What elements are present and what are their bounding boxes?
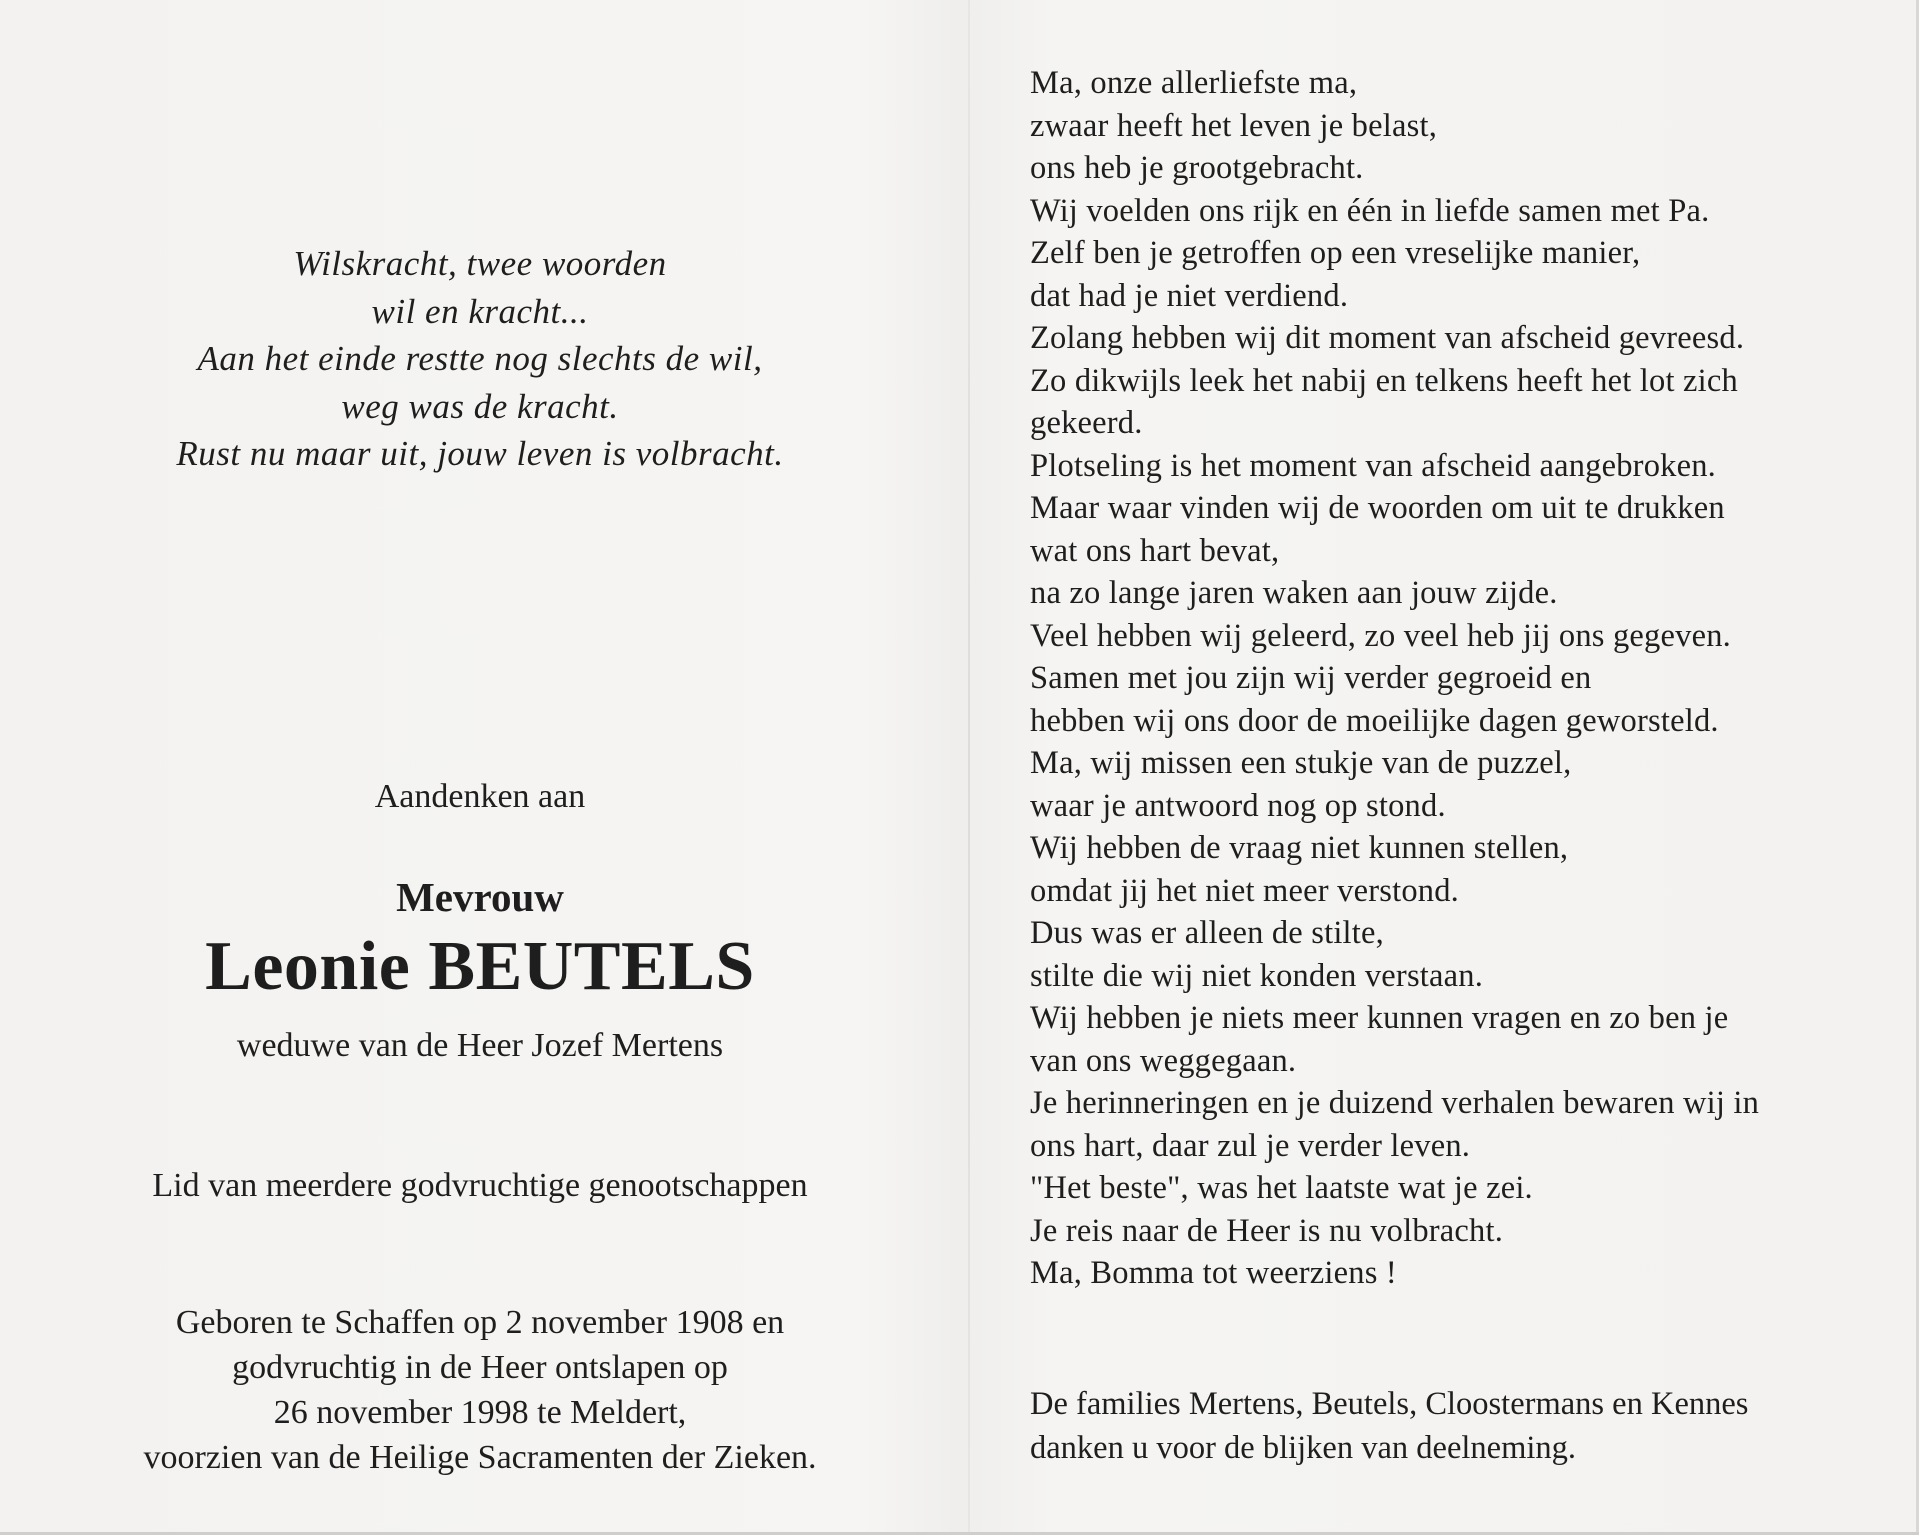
verse-line: Zolang hebben wij dit moment van afscheid gevreesd. [1030,320,1745,356]
honorific: Mevrouw [396,874,564,920]
verse-line: Ma, Bomma tot weerziens ! [1030,1255,1397,1291]
card-fold [968,0,970,1535]
verse-line: Plotseling is het moment van afscheid aangebroken. [1030,447,1717,484]
verse-line: Veel hebben wij geleerd, zo veel heb jij ons gegeven. [1030,617,1731,654]
verse-line: gekeerd. [1030,405,1143,441]
farewell-verse [1030,62,1890,1295]
verse-line: Ma, wij missen een stukje van de puzzel, [1030,745,1572,781]
membership-line: Lid van meerdere godvruchtige genootschappen [152,1167,808,1204]
family-thanks [1030,1382,1890,1470]
details-line: voorzien van de Heilige Sacramenten der Zieken. [143,1439,817,1476]
verse-line: Maar waar vinden wij de woorden om uit te drukken [1030,490,1725,526]
poem-line: Rust nu maar uit, jouw leven is volbracht. [176,434,784,473]
verse-line: van ons weggegaan. [1030,1042,1297,1079]
poem-line: Aan het einde restte nog slechts de wil, [197,339,763,378]
details-line: Geboren te Schaffen op 2 november 1908 en [175,1304,785,1341]
details-line: 26 november 1998 te Meldert, [273,1394,687,1431]
verse-line: wat ons hart bevat, [1030,532,1280,569]
poem-line: Wilskracht, twee woorden [293,244,667,283]
verse-line: dat had je niet verdiend. [1030,277,1349,314]
verse-line: Zelf ben je getroffen op een vreselijke manier, [1030,235,1641,271]
verse-line: hebben wij ons door de moeilijke dagen geworsteld. [1030,702,1719,739]
right-panel [1030,62,1890,1295]
poem-line: wil en kracht... [371,291,589,331]
verse-line: "Het beste", was het laatste wat je zei. [1030,1170,1533,1206]
memory-heading: Aandenken aan [374,778,586,815]
verse-line: na zo lange jaren waken aan jouw zijde. [1030,575,1558,611]
verse-line: zwaar heeft het leven je belast, [1030,107,1438,144]
verse-line: Wij voelden ons rijk en één in liefde samen met Pa. [1030,192,1710,229]
left-panel [80,0,880,1535]
verse-line: Je reis naar de Heer is nu volbracht. [1030,1212,1504,1249]
widow-line: weduwe van de Heer Jozef Mertens [236,1027,724,1064]
verse-line: waar je antwoord nog op stond. [1030,787,1446,824]
thanks-line: danken u voor de blijken van deelneming. [1030,1430,1577,1466]
deceased-name: Leonie BEUTELS [205,928,755,1005]
verse-line: omdat jij het niet meer verstond. [1030,872,1459,909]
verse-line: Ma, onze allerliefste ma, [1030,65,1358,101]
verse-line: Je herinneringen en je duizend verhalen bewaren wij in [1030,1085,1760,1121]
verse-line: stilte die wij niet konden verstaan. [1030,957,1484,994]
poem-line: weg was de kracht. [341,386,619,426]
verse-line: Dus was er alleen de stilte, [1030,915,1384,951]
verse-line: Wij hebben de vraag niet kunnen stellen, [1030,830,1569,866]
verse-line: ons hart, daar zul je verder leven. [1030,1127,1471,1164]
thanks-line: De families Mertens, Beutels, Cloostermans en Kennes [1030,1386,1749,1422]
verse-line: Zo dikwijls leek het nabij en telkens heeft het lot zich [1030,362,1738,399]
verse-line: Wij hebben je niets meer kunnen vragen en zo ben je [1030,1000,1729,1036]
details-line: godvruchtig in de Heer ontslapen op [232,1349,728,1386]
verse-line: ons heb je grootgebracht. [1030,150,1364,186]
verse-line: Samen met jou zijn wij verder gegroeid en [1030,660,1592,696]
birth-death-details [80,1300,880,1480]
opening-poem [80,240,880,478]
